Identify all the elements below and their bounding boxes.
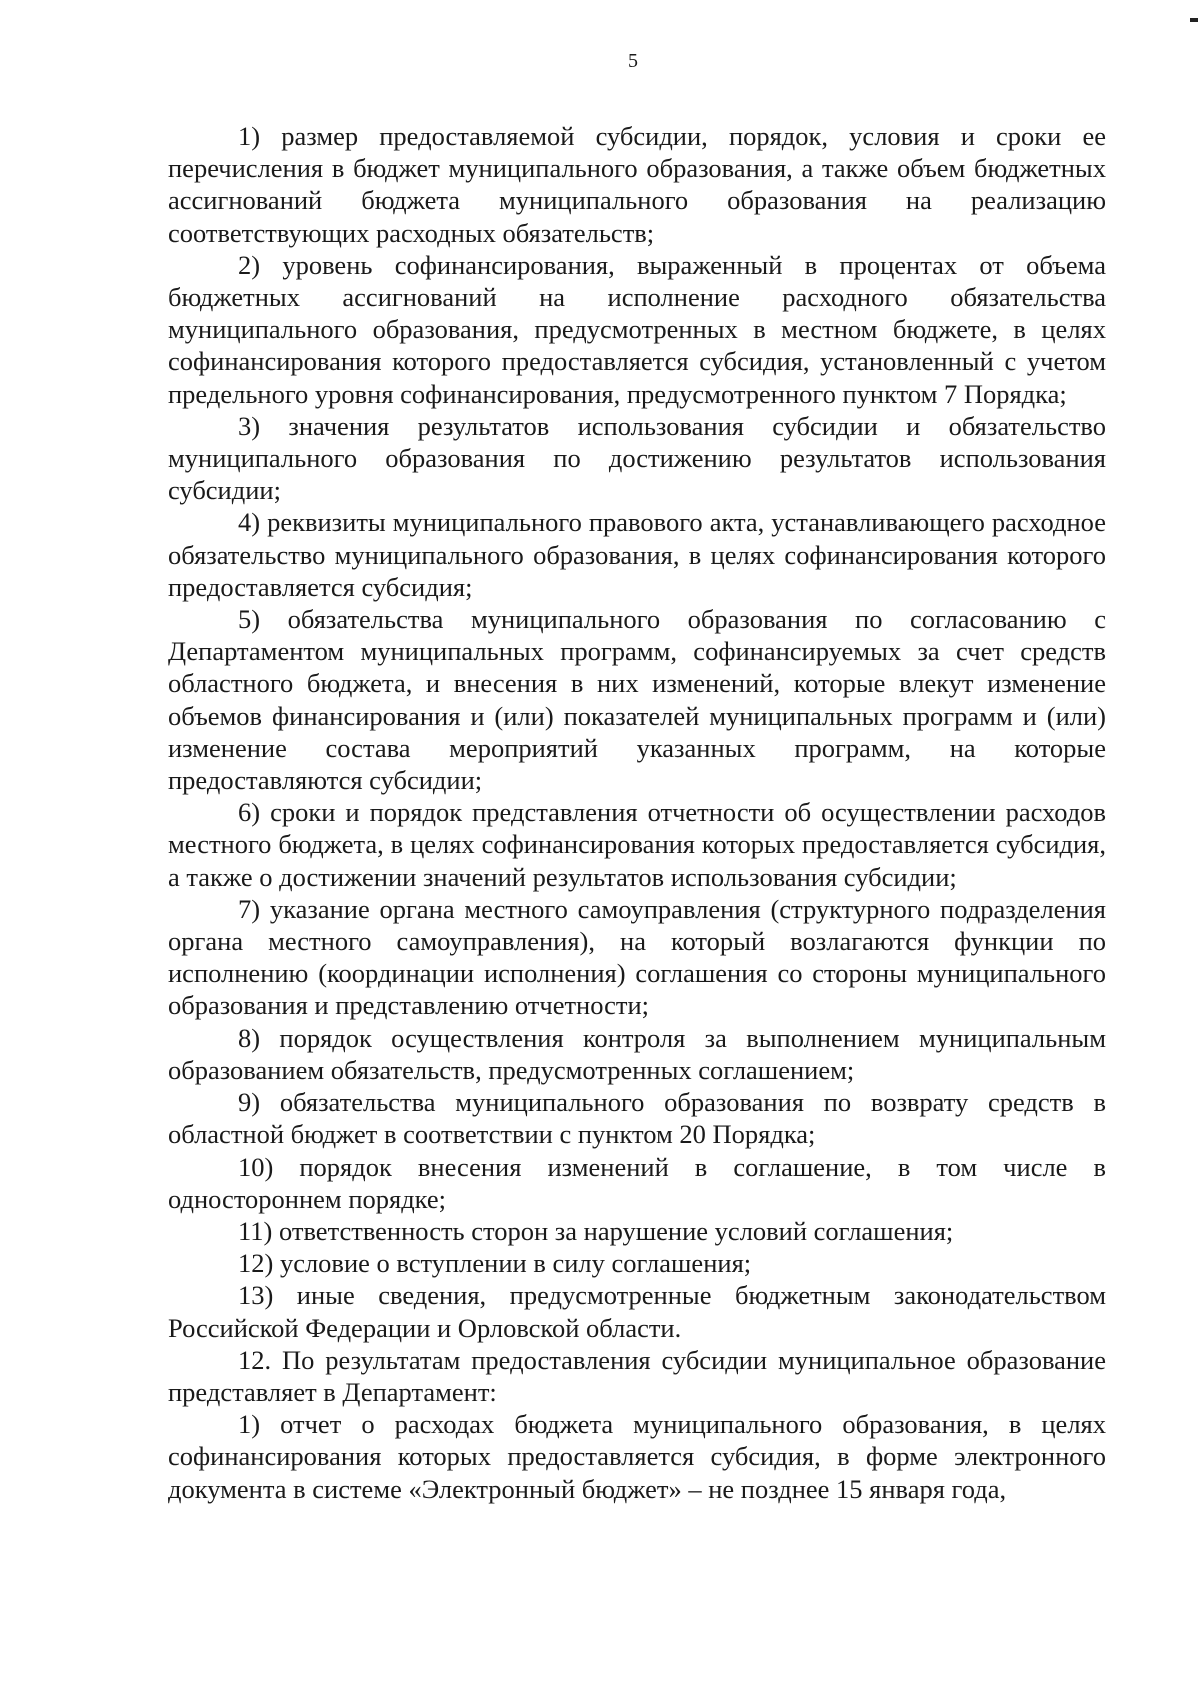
paragraph-item-1: 1) размер предоставляемой субсидии, порядок, условия и сроки ее перечисления в бюджет муниципального образования, а также объем бюджетных ассигнований бюджета муниципального образования на реализацию соответствующих расходных обязательств; bbox=[168, 121, 1106, 248]
paragraph-item-3: 3) значения результатов использования субсидии и обязательство муниципального образования по достижению результатов использования субсидии; bbox=[168, 410, 1106, 506]
page-number: 5 bbox=[628, 50, 638, 72]
paragraph-item-2: 2) уровень софинансирования, выраженный в процентах от объема бюджетных ассигнований на исполнение расходного обязательства муниципального образования, предусмотренных в местном бюджете, в целях софинансирования которого предоставляется субсидия, установленный с учетом предельного уровня софинансирования, предусмотренного пунктом 7 Порядка; bbox=[168, 249, 1106, 409]
paragraph-item-6: 6) сроки и порядок представления отчетности об осуществлении расходов местного бюджета, в целях софинансирования которых предоставляется субсидия, а также о достижении значений результатов использования субсидии; bbox=[168, 797, 1106, 892]
document-body bbox=[168, 120, 1106, 1505]
paragraph-item-10: 10) порядок внесения изменений в соглашение, в том числе в одностороннем порядке; bbox=[168, 1151, 1106, 1214]
paragraph-item-11: 11) ответственность сторон за нарушение условий соглашения; bbox=[238, 1215, 954, 1246]
paragraph-item-7: 7) указание органа местного самоуправления (структурного подразделения органа местного самоуправления), на который возлагаются функции по исполнению (координации исполнения) соглашения со стороны муниципального образования и представлению отчетности; bbox=[168, 893, 1106, 1021]
paragraph-item-13: 13) иные сведения, предусмотренные бюджетным законодательством Российской Федерации и Орловской области. bbox=[168, 1280, 1106, 1343]
paragraph-item-9: 9) обязательства муниципального образования по возврату средств в областной бюджет в соответствии с пунктом 20 Порядка; bbox=[168, 1087, 1106, 1150]
paragraph-item-8: 8) порядок осуществления контроля за выполнением муниципальным образованием обязательств, предусмотренных соглашением; bbox=[168, 1022, 1106, 1085]
paragraph-item-5: 5) обязательства муниципального образования по согласованию с Департаментом муниципальных программ, софинансируемых за счет средств областного бюджета, и внесения в них изменений, которые влекут изменение объемов финансирования и (или) показателей муниципальных программ и (или) изменение состава мероприятий указанных программ, на которые предоставляются субсидии; bbox=[168, 604, 1106, 796]
paragraph-report-1: 1) отчет о расходах бюджета муниципального образования, в целях софинансирования которых предоставляется субсидия, в форме электронного документа в системе «Электронный бюджет» – не позднее 15 января года, bbox=[168, 1409, 1106, 1504]
paragraph-section-12: 12. По результатам предоставления субсидии муниципальное образование представляет в Департамент: bbox=[168, 1344, 1106, 1407]
scan-mark bbox=[1190, 18, 1198, 22]
paragraph-item-4: 4) реквизиты муниципального правового акта, устанавливающего расходное обязательство муниципального образования, в целях софинансирования которого предоставляется субсидия; bbox=[168, 507, 1106, 602]
paragraph-item-12: 12) условие о вступлении в силу соглашения; bbox=[238, 1248, 752, 1279]
